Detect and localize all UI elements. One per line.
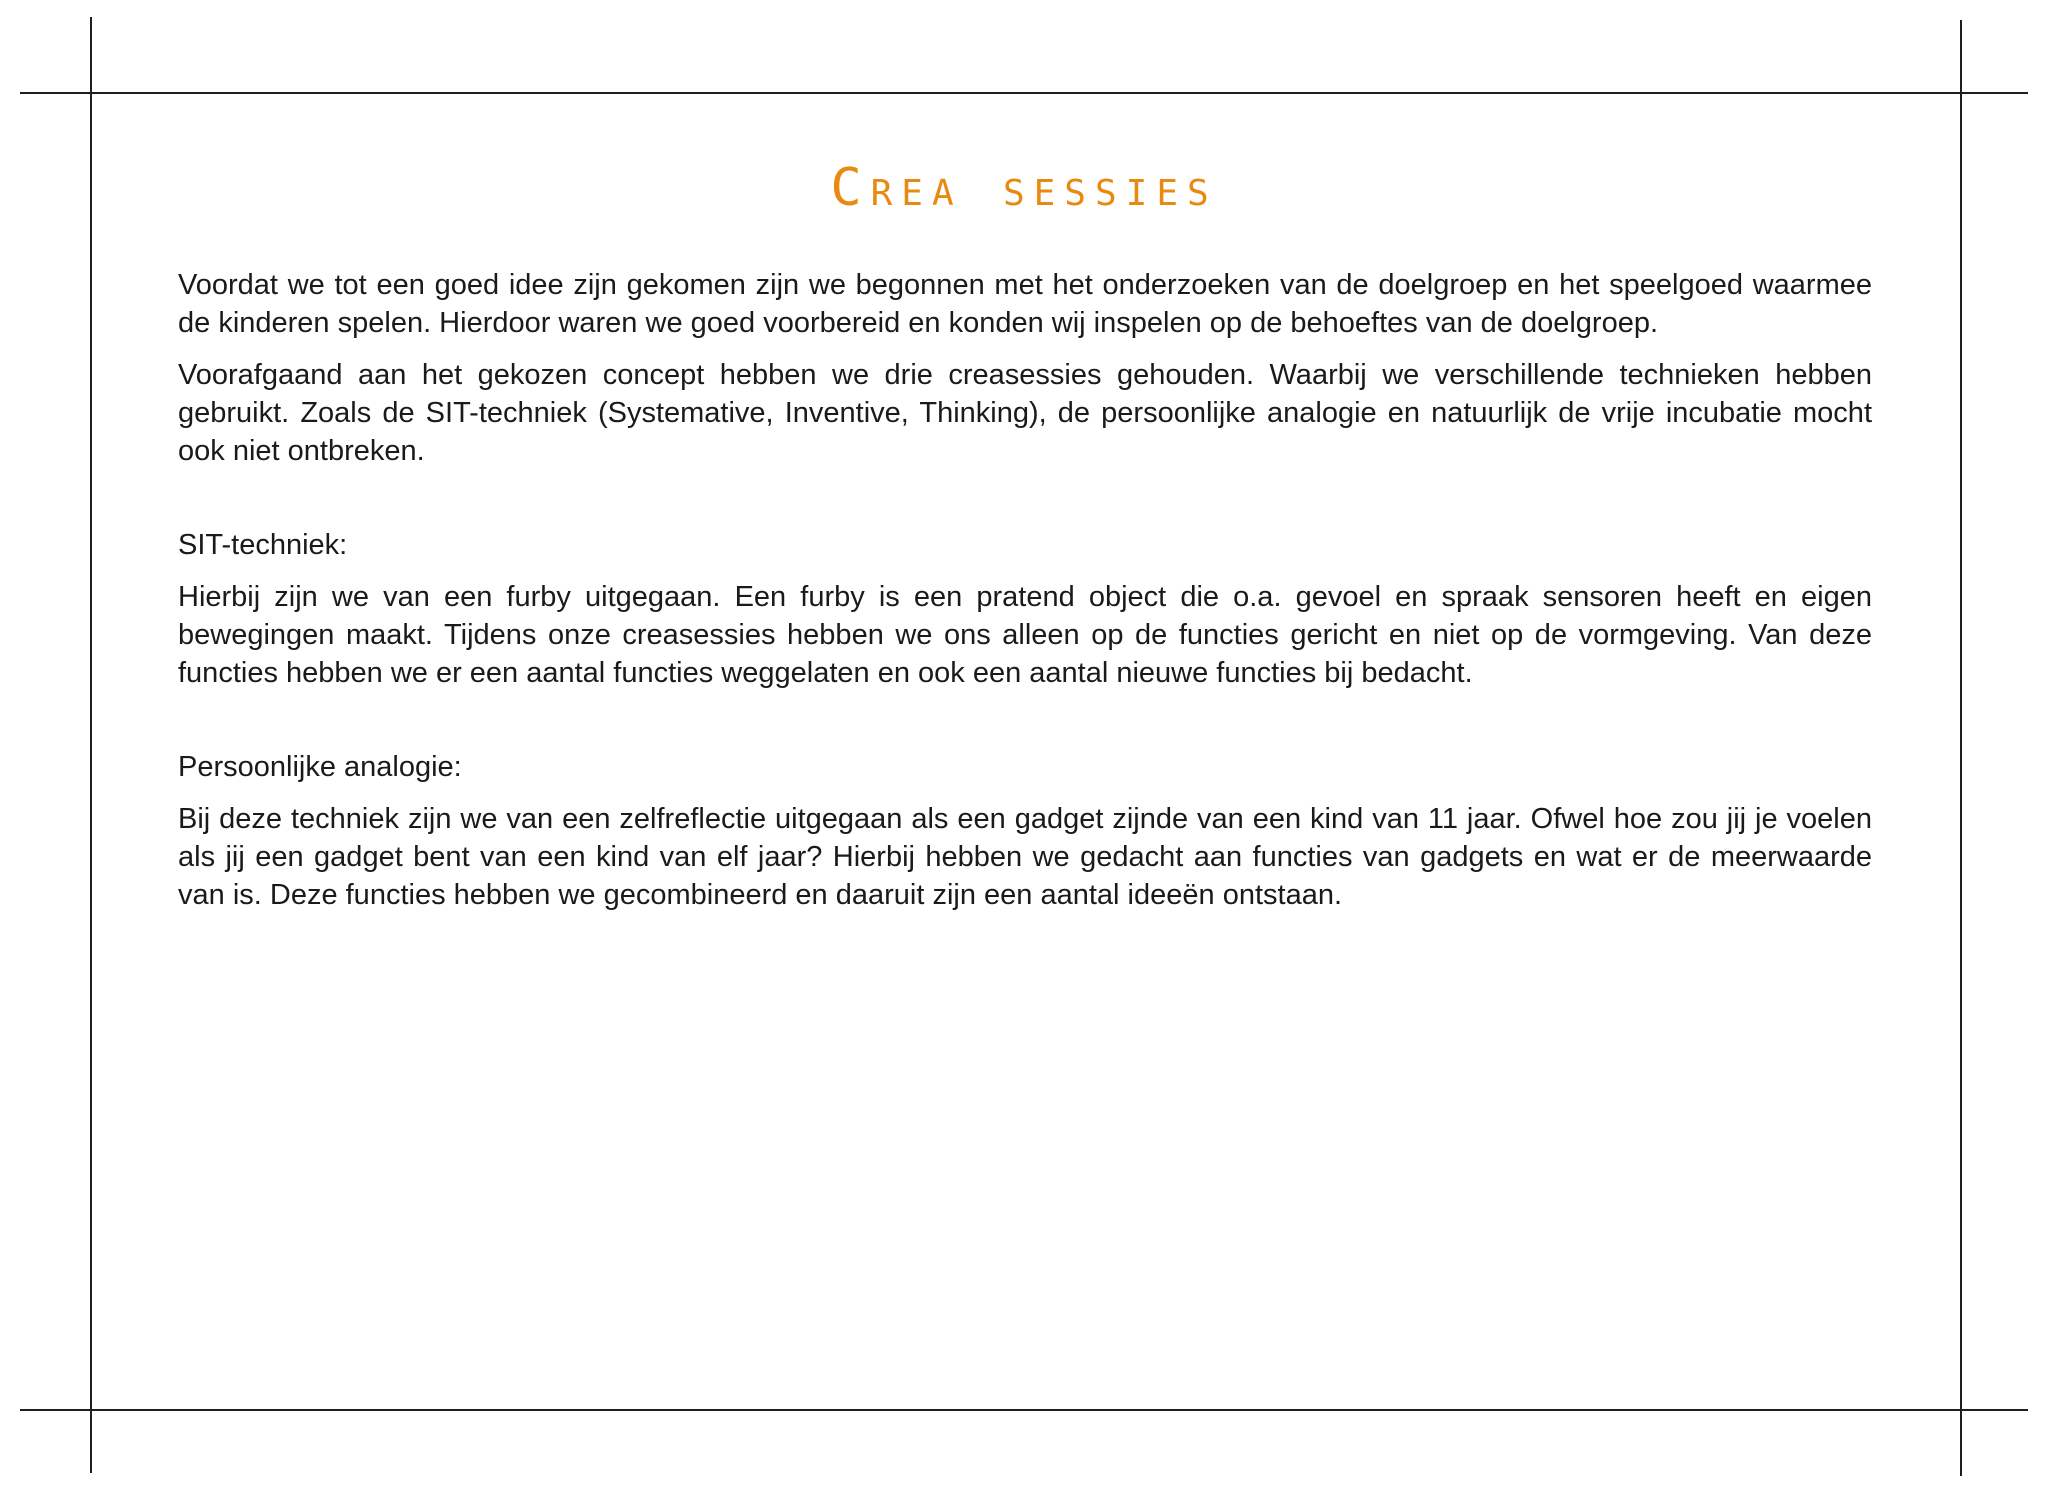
crop-line-left xyxy=(90,17,92,1473)
page-title: Crea sessies xyxy=(830,158,1218,218)
crop-line-bottom xyxy=(20,1409,2028,1411)
section-heading-analogie: Persoonlijke analogie: xyxy=(178,751,462,783)
section-body-sit: Hierbij zijn we van een furby uitgegaan. Een furby is een pratend object die o.a. gevoel en spraak sensoren heeft en eigen bewegingen maakt. Tijdens onze creasessies hebben we ons alleen op de functies gericht en niet op de vormgeving. Van deze functies hebben we er een aantal functies weggelaten en ook een aantal nieuwe functies bij bedacht. xyxy=(178,581,1872,689)
intro-paragraph-2: Voorafgaand aan het gekozen concept hebben we drie creasessies gehouden. Waarbij we verschillende technieken hebben gebruikt. Zoals de SIT-techniek (Systemative, Inventive, Thinking), de persoonlijke analogie en natuurlijk de vrije incubatie mocht ook niet ontbreken. xyxy=(178,359,1872,467)
crop-line-top xyxy=(20,92,2028,94)
document-body xyxy=(178,266,1872,928)
crop-line-right xyxy=(1960,20,1962,1476)
section-heading-sit: SIT-techniek: xyxy=(178,529,348,561)
section-body-analogie: Bij deze techniek zijn we van een zelfreflectie uitgegaan als een gadget zijnde van een kind van 11 jaar. Ofwel hoe zou jij je voelen als jij een gadget bent van een kind van elf jaar? Hierbij hebben we gedacht aan functies van gadgets en wat er de meerwaarde van is. Deze functies hebben we gecombineerd en daaruit zijn een aantal ideeën ontstaan. xyxy=(178,803,1872,911)
intro-paragraph-1: Voordat we tot een goed idee zijn gekomen zijn we begonnen met het onderzoeken van de doelgroep en het speelgoed waarmee de kinderen spelen. Hierdoor waren we goed voorbereid en konden wij inspelen op de behoeftes van de doelgroep. xyxy=(178,269,1872,339)
